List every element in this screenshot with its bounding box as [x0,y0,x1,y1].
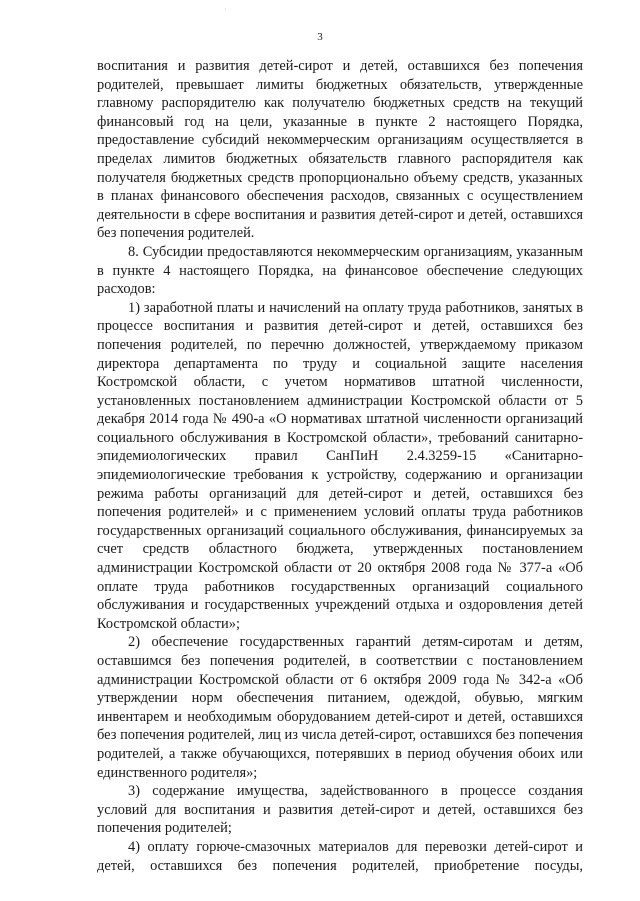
paragraph-subitem-2: 2) обеспечение государственных гарантий детям-сиротам и детям, оставшимся без попечения родителей, в соответствии с постановлением администрации Костромской области от 6 октября 2009 года № 342-а «Об утверждении норм обеспечения питанием, одеждой, обувью, мягким инвентарем и необходимым оборудованием детей-сирот и детей, оставшихся без попечения родителей, лиц из числа детей-сирот, оставшихся без попечения родителей, а также обучающихся, потерявших в период обучения обоих или единственного родителя»; [97,634,583,781]
paragraph-subitem-4: 4) оплату горюче-смазочных материалов для перевозки детей-сирот и детей, оставшихся без попечения родителей, приобретение посуды, [97,838,583,874]
scan-artifact: · [224,5,227,14]
page-number: 3 [317,31,323,43]
paragraph-continuation: воспитания и развития детей-сирот и детей, оставшихся без попечения родителей, превышает лимиты бюджетных обязательств, утвержденные главному распорядителю как получателю бюджетных средств на текущий финансовый год на цели, указанные в пункте 2 настоящего Порядка, предоставление субсидий некоммерческим организациям осуществляется в пределах лимитов бюджетных обязательств главного распорядителя как получателя бюджетных средств пропорционально объему средств, указанных в планах финансового обеспечения расходов, связанных с осуществлением деятельности в сфере воспитания и развития детей-сирот и детей, оставшихся без попечения родителей. [97,58,583,242]
paragraph-subitem-3: 3) содержание имущества, задействованного в процессе создания условий для воспитания и развития детей-сирот и детей, оставшихся без попечения родителей; [97,783,583,837]
paragraph-subitem-1: 1) заработной платы и начислений на оплату труда работников, занятых в процессе воспитания и развития детей-сирот и детей, оставшихся без попечения родителей, по перечню должностей, утверждаемому приказом директора департамента по труду и социальной защите населения Костромской области, с учетом нормативов штатной численности, установленных постановлением администрации Костромской области от 5 декабря 2014 года № 490-а «О нормативах штатной численности организаций социального обслуживания в Костромской области», требований санитарно-эпидемиологических правил СанПиН 2.4.3259-15 «Санитарно-эпидемиологические требования к устройству, содержанию и организации режима работы организаций для детей-сирот и детей, оставшихся без попечения родителей» и с применением условий оплаты труда работников государственных организаций социального обслуживания, финансируемых за счет средств областного бюджета, утвержденных постановлением администрации Костромской области от 20 октября 2008 года № 377-а «Об оплате труда работников государственных организаций социального обслуживания и государственных учреждений отдыха и оздоровления детей Костромской области»; [97,299,583,632]
paragraph-item-8: 8. Субсидии предоставляются некоммерческим организациям, указанным в пункте 4 настоящего Порядка, на финансовое обеспечение следующих расходов: [97,243,583,298]
document-body [97,57,583,875]
